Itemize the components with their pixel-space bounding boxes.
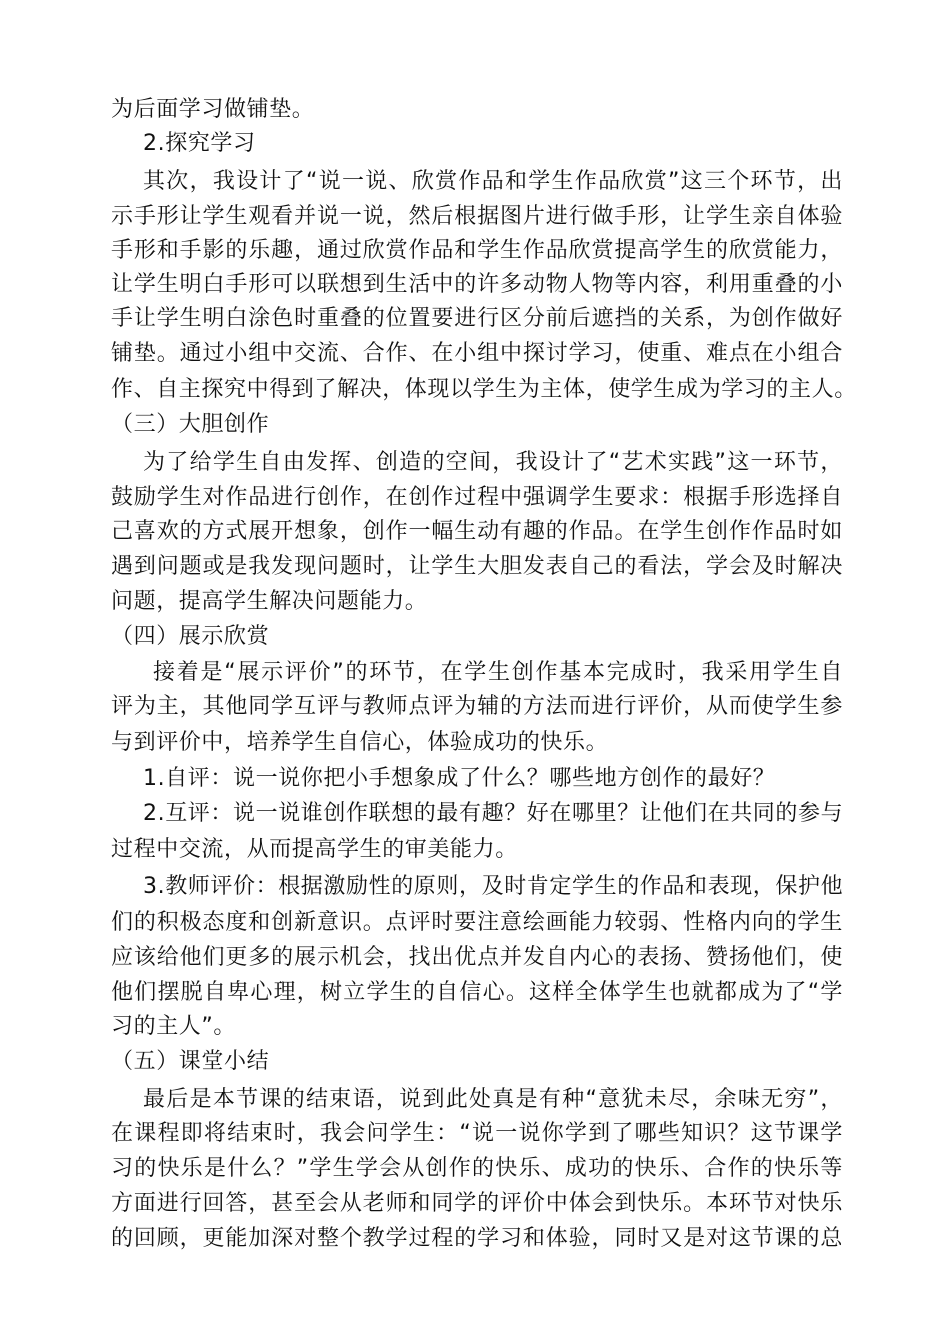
text-line: 让学生明白手形可以联想到生活中的许多动物人物等内容，利用重叠的小	[111, 272, 843, 297]
text-line: 遇到问题或是我发现问题时，让学生大胆发表自己的看法，学会及时解决	[111, 554, 843, 579]
text-line: 鼓励学生对作品进行创作，在创作过程中强调学生要求：根据手形选择自	[111, 485, 843, 510]
text-line: 过程中交流，从而提高学生的审美能力。	[111, 837, 518, 862]
text-line: 示手形让学生观看并说一说，然后根据图片进行做手形，让学生亲自体验	[111, 204, 843, 229]
text-line: 最后是本节课的结束语，说到此处真是有种“意犹未尽，余味无穷”，	[143, 1087, 843, 1112]
text-line: 其次，我设计了“说一说、欣赏作品和学生作品欣赏”这三个环节，出	[143, 169, 843, 194]
text-line: 手形和手影的乐趣，通过欣赏作品和学生作品欣赏提高学生的欣赏能力，	[111, 238, 843, 263]
text-line: 们的积极态度和创新意识。点评时要注意绘画能力较弱、性格内向的学生	[111, 910, 843, 935]
text-line: 习的主人”。	[111, 1014, 236, 1039]
subheading-explore: 2.探究学习	[143, 131, 256, 156]
text-line: 的回顾，更能加深对整个教学过程的学习和体验，同时又是对这节课的总	[111, 1226, 843, 1251]
section-heading-display: （四）展示欣赏	[111, 624, 270, 649]
text-line: 2.互评：说一说谁创作联想的最有趣？好在哪里？让他们在共同的参与	[143, 801, 844, 826]
text-line: 1.自评：说一说你把小手想象成了什么？哪些地方创作的最好？	[143, 766, 776, 791]
section-heading-summary: （五）课堂小结	[111, 1049, 270, 1074]
section-heading-create: （三）大胆创作	[111, 412, 270, 437]
text-line: 铺垫。通过小组中交流、合作、在小组中探讨学习，使重、难点在小组合	[111, 341, 843, 366]
text-line: 问题，提高学生解决问题能力。	[111, 589, 428, 614]
text-line: 3.教师评价：根据激励性的原则，及时肯定学生的作品和表现，保护他	[143, 874, 844, 899]
text-line: 为后面学习做铺垫。	[111, 97, 315, 122]
text-line: 己喜欢的方式展开想象，创作一幅生动有趣的作品。在学生创作作品时如	[111, 519, 843, 544]
text-line: 手让学生明白涂色时重叠的位置要进行区分前后遮挡的关系，为创作做好	[111, 306, 843, 331]
text-line: 与到评价中，培养学生自信心，体验成功的快乐。	[111, 730, 609, 755]
text-line: 作、自主探究中得到了解决，体现以学生为主体，使学生成为学习的主人。	[111, 377, 857, 402]
text-line: 评为主，其他同学互评与教师点评为辅的方法而进行评价，从而使学生参	[111, 694, 843, 719]
text-line: 方面进行回答，甚至会从老师和同学的评价中体会到快乐。本环节对快乐	[111, 1191, 843, 1216]
text-line: 接着是“展示评价”的环节，在学生创作基本完成时，我采用学生自	[153, 660, 843, 685]
text-line: 应该给他们更多的展示机会，找出优点并发自内心的表扬、赞扬他们，使	[111, 945, 843, 970]
text-line: 习的快乐是什么？”学生学会从创作的快乐、成功的快乐、合作的快乐等	[111, 1156, 843, 1181]
text-line: 为了给学生自由发挥、创造的空间，我设计了“艺术实践”这一环节，	[143, 450, 843, 475]
text-line: 他们摆脱自卑心理，树立学生的自信心。这样全体学生也就都成为了“学	[111, 980, 843, 1005]
text-line: 在课程即将结束时，我会问学生：“说一说你学到了哪些知识？这节课学	[111, 1121, 843, 1146]
